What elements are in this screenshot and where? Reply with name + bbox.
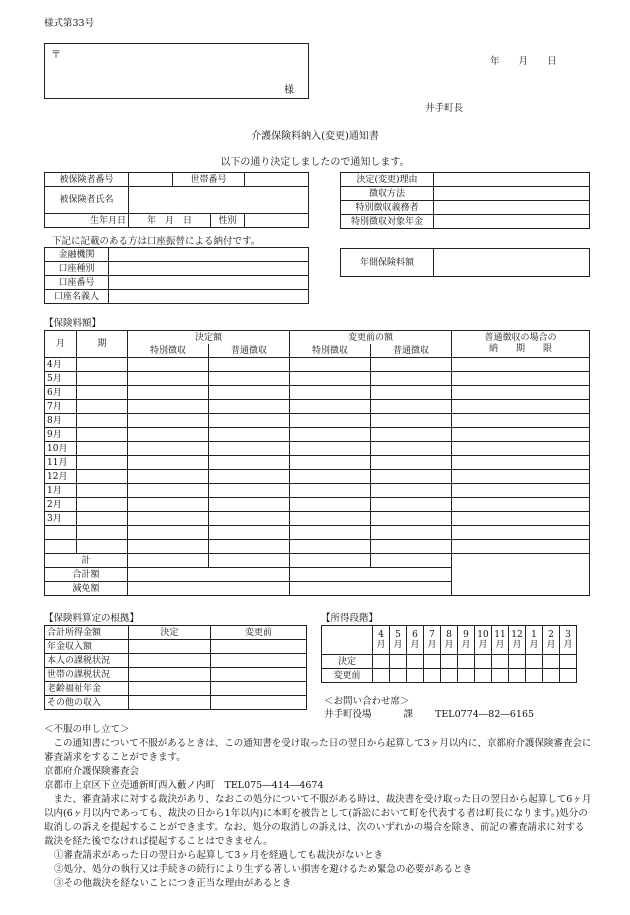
bank-institution-label: 金融機関 — [45, 248, 109, 262]
premium-row — [45, 386, 590, 400]
income-month-header: 3 月 — [560, 626, 577, 655]
bank-holder-label: 口座名義人 — [45, 290, 109, 304]
income-before-label: 変更前 — [322, 669, 373, 683]
premium-row — [45, 540, 590, 554]
document-title: 介護保険料納入(変更)通知書 — [251, 131, 379, 142]
annual-premium-value — [434, 249, 590, 277]
basis-row — [45, 696, 307, 710]
appeal-paragraph-2: また、審査請求に対する裁決があり、なおこの処分について不服がある時は、裁決書を受け取った日の翌日から起算して6ヶ月以内(6ヶ月以内であっても、裁決の日から1年以内)に本町を被告として(訴訟において町を代表する者は町長になります。)処分の取消しの訴えを提起することができます。なお、処分の取消しの訴えは、次のいずれかの場合を除き、前記の審査請求に対する裁決を経た後でなければ提起することはできません。 — [44, 794, 592, 847]
premium-row — [45, 526, 590, 540]
issuer: 井手町長 — [425, 103, 464, 114]
total-label: 計 — [45, 554, 128, 568]
decided-special-header: 特別徴収 — [128, 344, 209, 358]
household-no-value — [245, 173, 309, 187]
person-table — [44, 172, 309, 228]
appeal-heading: ＜不服の申し立て＞ — [44, 724, 130, 735]
basis-row — [45, 668, 307, 682]
income-decided-label: 決定 — [322, 655, 373, 669]
contact-heading: ＜お問い合わせ席＞ — [324, 696, 410, 707]
income-month-header: 12 月 — [509, 626, 526, 655]
appeal-org: 京都府介護保険審査会 — [44, 766, 140, 777]
premium-row — [45, 498, 590, 512]
premium-row-month: 5月 — [45, 372, 77, 386]
decision-reason-label: 決定(変更)理由 — [341, 173, 434, 187]
premium-row-month — [45, 540, 77, 554]
before-header: 変更前の額 — [290, 331, 452, 345]
form-number: 様式第33号 — [44, 18, 95, 29]
premium-row-month: 12月 — [45, 470, 77, 484]
special-pension-label: 特別徴収対象年金 — [341, 215, 434, 229]
period-header: 期 — [77, 331, 128, 358]
issue-date: 年 月 日 — [490, 56, 557, 67]
postal-mark: 〒 — [51, 50, 61, 61]
income-month-header: 7 月 — [424, 626, 441, 655]
basis-section-title: 【保険料算定の根拠】 — [44, 613, 140, 624]
premium-row — [45, 358, 590, 372]
income-section-title: 【所得段階】 — [321, 613, 379, 624]
income-month-header: 6 月 — [407, 626, 424, 655]
insured-no-value — [129, 173, 173, 187]
before-special-header: 特別徴収 — [290, 344, 371, 358]
premium-section-title: 【保険料額】 — [44, 318, 102, 329]
premium-row — [45, 400, 590, 414]
income-month-header: 4 月 — [373, 626, 390, 655]
address-box — [44, 43, 309, 99]
special-pension-value — [434, 215, 590, 229]
basis-header-cell: 変更前 — [211, 626, 307, 640]
basis-row — [45, 682, 307, 696]
basis-row-label: 年金収入額 — [45, 640, 129, 654]
bank-table — [44, 247, 309, 304]
annual-premium-table — [340, 248, 590, 277]
premium-row-month: 4月 — [45, 358, 77, 372]
premium-row — [45, 414, 590, 428]
sex-label: 性別 — [211, 214, 245, 228]
premium-row — [45, 512, 590, 526]
income-month-header: 2 月 — [543, 626, 560, 655]
special-obligor-value — [434, 201, 590, 215]
basis-table — [44, 625, 307, 710]
income-month-header: 5 月 — [390, 626, 407, 655]
insured-no-label: 被保険者番号 — [45, 173, 129, 187]
insured-name-label: 被保険者氏名 — [45, 187, 129, 214]
premium-row — [45, 442, 590, 456]
premium-row-month: 8月 — [45, 414, 77, 428]
basis-row-label: 本人の課税状況 — [45, 654, 129, 668]
premium-row — [45, 372, 590, 386]
basis-row-label: その他の収入 — [45, 696, 129, 710]
intro-text: 以下の通り決定しましたので通知します。 — [220, 157, 410, 168]
premium-row-month: 1月 — [45, 484, 77, 498]
income-month-header: 1 月 — [526, 626, 543, 655]
bank-type-label: 口座種別 — [45, 262, 109, 276]
premium-row — [45, 470, 590, 484]
basis-row-label: 老齢福祉年金 — [45, 682, 129, 696]
decision-table — [340, 172, 590, 229]
basis-header-cell: 合計所得金額 — [45, 626, 129, 640]
decided-ordinary-header: 普通徴収 — [209, 344, 290, 358]
premium-row — [45, 456, 590, 470]
premium-row — [45, 428, 590, 442]
premium-row-month: 11月 — [45, 456, 77, 470]
sex-value — [245, 214, 309, 228]
appeal-paragraph-1: この通知書について不服があるときは、この通知書を受け取った日の翌日から起算して3ヶ月以内に、京都府介護保険審査会に審査請求をすることができます。 — [44, 738, 592, 763]
premium-row-month: 6月 — [45, 386, 77, 400]
collection-method-label: 徴収方法 — [341, 187, 434, 201]
month-header: 月 — [45, 331, 77, 358]
decision-reason-value — [434, 173, 590, 187]
premium-row-month: 2月 — [45, 498, 77, 512]
annual-premium-label: 年間保険料額 — [341, 249, 434, 277]
basis-row-label: 世帯の課税状況 — [45, 668, 129, 682]
income-table — [321, 625, 577, 683]
basis-row — [45, 654, 307, 668]
appeal-condition-2: ②処分、処分の執行又は手続きの続行により生ずる著しい損害を避けるため緊急の必要があるとき — [54, 864, 473, 875]
household-no-label: 世帯番号 — [173, 173, 245, 187]
reduction-label: 減免額 — [45, 582, 128, 596]
decided-header: 決定額 — [128, 331, 290, 345]
income-month-header: 8 月 — [441, 626, 458, 655]
insured-name-value — [129, 187, 309, 214]
appeal-org-address: 京都市上京区下立売通新町西入藪ノ内町 TEL075―414―4674 — [44, 780, 324, 791]
premium-row — [45, 484, 590, 498]
grand-total-label: 合計額 — [45, 568, 128, 582]
income-month-header: 11 月 — [492, 626, 509, 655]
bank-number-label: 口座番号 — [45, 276, 109, 290]
contact-info: 井手町役場 課 TEL0774―82―6165 — [324, 709, 535, 720]
collection-method-value — [434, 187, 590, 201]
before-ordinary-header: 普通徴収 — [371, 344, 452, 358]
basis-row — [45, 640, 307, 654]
basis-header-cell: 決定 — [129, 626, 211, 640]
premium-table — [44, 330, 590, 596]
appeal-condition-1: ①審査請求があった日の翌日から起算して3ヶ月を経過しても裁決がないとき — [54, 850, 383, 861]
premium-row-month: 3月 — [45, 512, 77, 526]
bank-note: 下記に記載のある方は口座振替による納付です。 — [52, 236, 261, 247]
premium-row-month: 10月 — [45, 442, 77, 456]
premium-row-month — [45, 526, 77, 540]
premium-row-month: 7月 — [45, 400, 77, 414]
deadline-header: 普通徴収の場合の 納 期 限 — [452, 331, 590, 358]
birthdate-value: 年 月 日 — [129, 214, 211, 228]
income-month-header: 10 月 — [475, 626, 492, 655]
premium-row-month: 9月 — [45, 428, 77, 442]
income-month-header: 9 月 — [458, 626, 475, 655]
birthdate-label: 生年月日 — [45, 214, 129, 228]
appeal-condition-3: ③その他裁決を経ないことにつき正当な理由があるとき — [54, 878, 292, 889]
special-obligor-label: 特別徴収義務者 — [341, 201, 434, 215]
honorific: 様 — [284, 85, 294, 96]
